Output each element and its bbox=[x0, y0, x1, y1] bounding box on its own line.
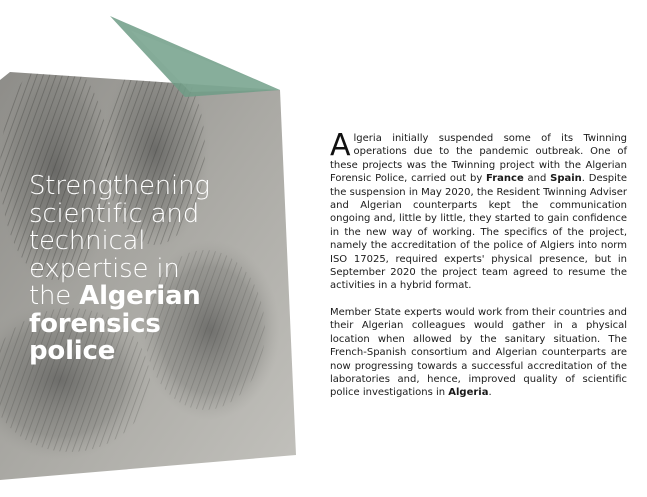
p1-bold-spain: Spain bbox=[550, 173, 582, 185]
p1-text-2: and bbox=[523, 173, 551, 185]
headline-line-6 bbox=[29, 308, 289, 339]
headline-line-3: technical bbox=[29, 226, 146, 256]
headline-line-5 bbox=[29, 283, 289, 311]
p1-text-3: . Despite the suspension in May 2020, the Resident Twinning Adviser and Algerian counterparts kept the communication ongoing and, little by little, they started to gain confidence in the new way of working. The specifics of the project, namely the accreditation of the police of Algiers into norm ISO 17025, required experts' physical presence, but in September 2020 the project team agreed to resume the activities in a hybrid format. bbox=[330, 173, 627, 292]
headline-line-5-bold: Algerian bbox=[79, 281, 201, 311]
headline-line-4: expertise in bbox=[29, 253, 180, 284]
headline-line-6-bold: forensics bbox=[29, 308, 161, 339]
headline-line-2: scientific and bbox=[29, 198, 200, 229]
p2-text-1: Member State experts would work from their countries and their Algerian colleagues would gather in a physical location when allowed by the sanitary situation. The French-Spanish consortium and Algerian counterparts are now progressing towards a successful accreditation of the laboratories and, hence, improved quality of scientific police investigations in bbox=[330, 306, 627, 399]
headline-line-7-bold: police bbox=[29, 336, 116, 366]
p1-text-1: lgeria initially suspended some of its Twinning operations due to the pandemic outbreak. One of these projects was the Twinning project with the Algerian Forensic Police, carried out by bbox=[330, 133, 627, 185]
drop-cap: A bbox=[330, 128, 351, 163]
article-paragraph-2 bbox=[330, 306, 627, 400]
headline-line-7 bbox=[29, 338, 289, 366]
p2-text-2: . bbox=[488, 387, 492, 399]
article-body bbox=[330, 128, 627, 413]
p1-bold-france: France bbox=[486, 173, 524, 185]
headline-line-1: Strengthening bbox=[29, 171, 210, 201]
headline-line-5-prefix: the bbox=[29, 281, 80, 311]
headline bbox=[29, 173, 289, 366]
p2-bold-algeria: Algeria bbox=[448, 387, 489, 399]
article-paragraph-1 bbox=[330, 128, 627, 293]
